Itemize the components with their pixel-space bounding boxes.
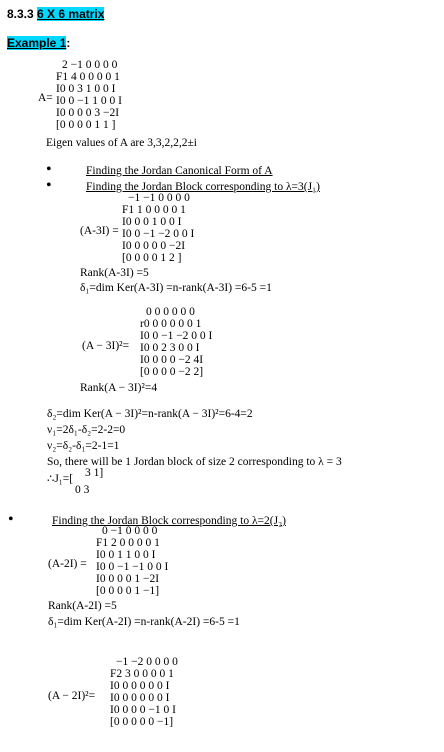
- matrix-row: I0 0 −1 −1 0 0 I: [96, 561, 169, 573]
- matrix-row: I0 0 0 0 0 0 I: [110, 692, 170, 704]
- matrix-row: I0 0 0 0 0 −2I: [122, 240, 186, 252]
- rank-a3i: Rank(A-3I) =5: [80, 267, 149, 279]
- matrix-a3i-sq-label: (A − 3I)²=: [82, 340, 130, 352]
- matrix-row: I0 0 0 0 −2 4I: [140, 354, 204, 366]
- rank-a3i-sq: Rank(A − 3I)²=4: [80, 382, 158, 394]
- matrix-a2i-label: (A-2I) =: [48, 558, 87, 570]
- nu-2: ν₂=δ₂-δ₁=2-1=1: [47, 440, 120, 452]
- matrix-row: −1 −2 0 0 0 0: [116, 656, 178, 668]
- rank-a2i: Rank(A-2I) =5: [48, 600, 117, 612]
- matrix-row: [0 0 0 0 1 1 ]: [56, 119, 116, 131]
- matrix-row: I0 0 0 0 3 −2I: [56, 107, 120, 119]
- matrix-row: F1 4 0 0 0 0 1: [56, 71, 120, 83]
- matrix-row: I0 0 0 0 1 −2I: [96, 573, 160, 585]
- matrix-row: F2 3 0 0 0 0 1: [110, 668, 174, 680]
- matrix-row: [0 0 0 0 −2 2]: [140, 366, 204, 378]
- matrix-a3i-label: (A-3I) =: [80, 225, 119, 237]
- matrix-row: [0 0 0 0 1 −1]: [96, 585, 160, 597]
- section-heading: [7, 7, 104, 21]
- example-text: Example 1: [7, 36, 67, 50]
- bullet-2: Finding the Jordan Block corresponding to λ=3(J₁): [86, 181, 320, 193]
- matrix-row: F1 2 0 0 0 0 1: [96, 537, 160, 549]
- matrix-row: I0 0 3 1 0 0 I: [56, 83, 116, 95]
- j1-top-row: 3 1]: [85, 467, 104, 479]
- bullet-icon: •: [8, 511, 14, 528]
- section-title: 6 X 6 matrix: [37, 7, 105, 21]
- j1-bottom-row: 0 3: [75, 484, 90, 496]
- matrix-row: I0 0 1 1 0 0 I: [96, 549, 156, 561]
- matrix-row: I0 0 −1 1 0 0 I: [56, 95, 122, 107]
- delta-2: δ₂=dim Ker(A − 3I)²=n-rank(A − 3I)²=6-4=2: [47, 408, 253, 420]
- matrix-row: I0 0 0 1 0 0 I: [122, 216, 182, 228]
- bullet-1: Finding the Jordan Canonical Form of A: [86, 165, 273, 177]
- matrix-row: I0 0 0 0 0 0 I: [110, 680, 170, 692]
- bullet-3: Finding the Jordan Block corresponding to λ=2(J₂): [52, 515, 286, 527]
- j1-prefix: ∴J₁=[: [47, 473, 74, 485]
- matrix-row: I0 0 2 3 0 0 I: [140, 342, 200, 354]
- matrix-a2i-sq-label: (A − 2I)²=: [48, 690, 96, 702]
- matrix-row: 2 −1 0 0 0 0: [62, 59, 118, 71]
- eigen-values: Eigen values of A are 3,3,2,2,2±i: [46, 137, 197, 149]
- bullet-icon: •: [46, 177, 52, 194]
- delta-1: δ₁=dim Ker(A-3I) =n-rank(A-3I) =6-5 =1: [80, 282, 272, 294]
- example-label: [7, 36, 70, 50]
- matrix-row: r0 0 0 0 0 0 1: [140, 318, 202, 330]
- matrix-row: I0 0 −1 −2 0 0 I: [122, 228, 195, 240]
- bullet-icon: •: [46, 161, 52, 178]
- nu-1: ν₁=2δ₁-δ₂=2-2=0: [47, 424, 126, 436]
- matrix-row: 0 −1 0 0 0 0: [102, 525, 158, 537]
- matrix-row: 0 0 0 0 0 0: [146, 306, 195, 318]
- delta-3: δ₁=dim Ker(A-2I) =n-rank(A-2I) =6-5 =1: [48, 616, 240, 628]
- jordan-conclusion: So, there will be 1 Jordan block of size 2 corresponding to λ = 3: [47, 456, 342, 468]
- matrix-row: F1 1 0 0 0 0 1: [122, 204, 186, 216]
- matrix-row: [0 0 0 0 1 2 ]: [122, 252, 182, 264]
- matrix-row: −1 −1 0 0 0 0: [128, 192, 190, 204]
- example-colon: :: [66, 36, 71, 50]
- matrix-row: I0 0 0 0 −1 0 I: [110, 704, 176, 716]
- matrix-row: [0 0 0 0 0 −1]: [110, 716, 174, 728]
- matrix-row: I0 0 −1 −2 0 0 I: [140, 330, 213, 342]
- matrix-a-label: A=: [38, 92, 53, 104]
- section-number: 8.3.3: [7, 7, 34, 21]
